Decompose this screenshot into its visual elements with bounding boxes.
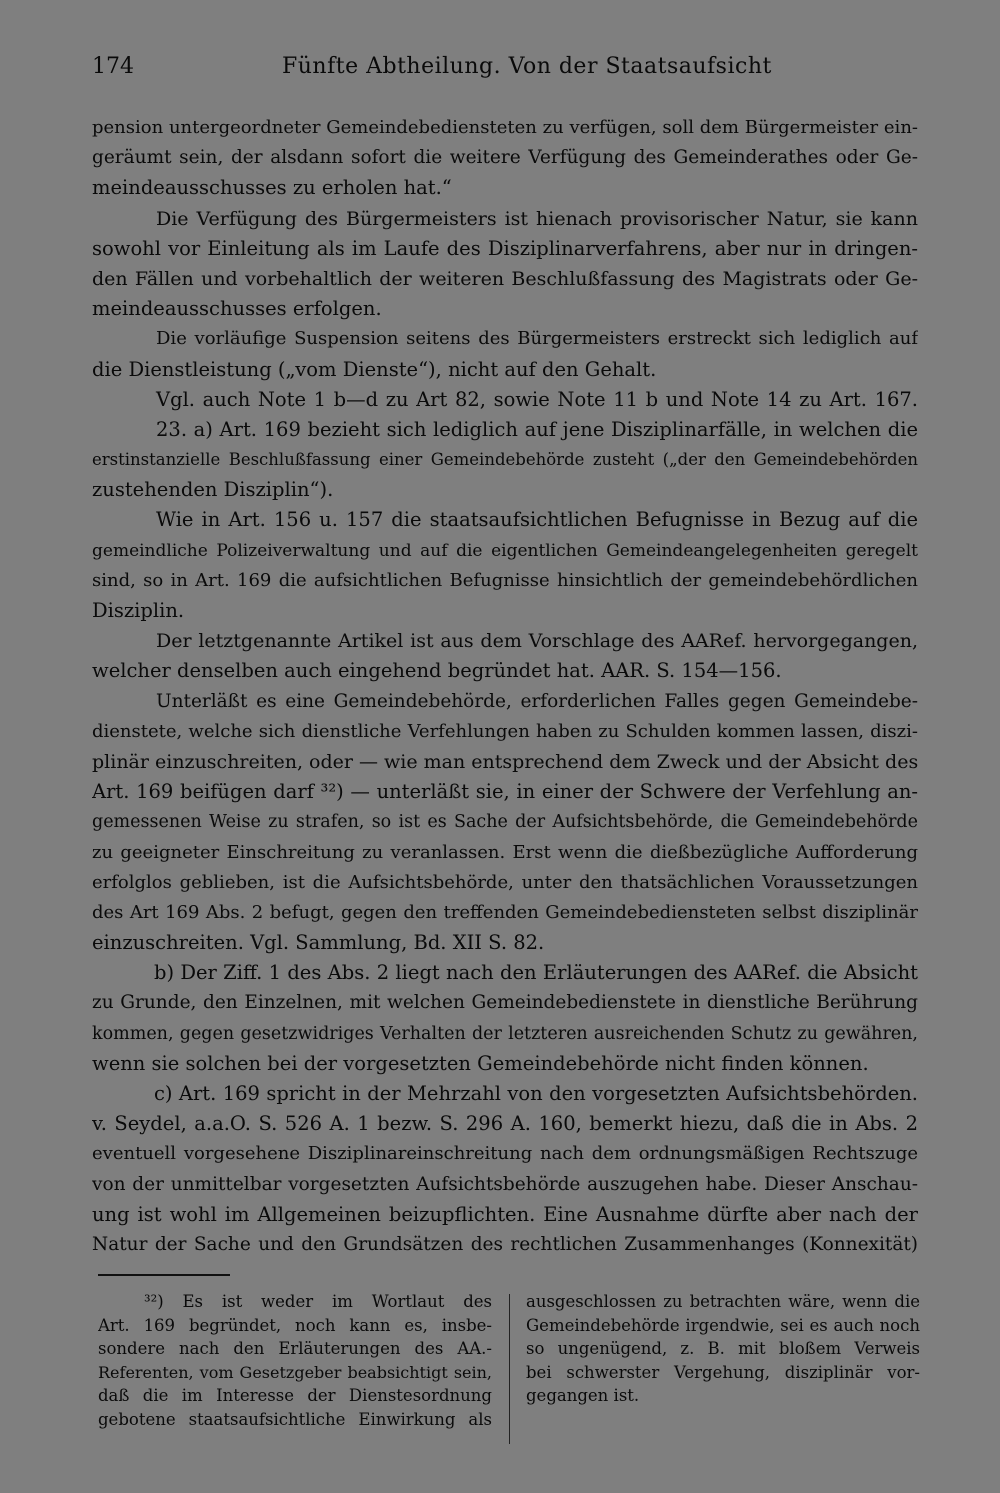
text-line: gemeindliche Polizeiverwaltung und auf die eigentlichen Gemeindeangelegenheiten geregelt bbox=[92, 540, 918, 561]
text-line: v. Seydel, a.a.O. S. 526 A. 1 bezw. S. 296 A. 160, bemerkt hiezu, daß die in Abs. 2 bbox=[92, 1112, 918, 1136]
text-line: zu geeigneter Einschreitung zu veranlassen. Erst wenn die dießbezügliche Aufforderung bbox=[92, 841, 918, 863]
text-line: Die Verfügung des Bürgermeisters ist hienach provisorischer Natur, sie kann bbox=[156, 207, 918, 230]
text-line: von der unmittelbar vorgesetzten Aufsichtsbehörde auszugehen habe. Dieser Anschau- bbox=[92, 1173, 918, 1195]
text-line: pension untergeordneter Gemeindebediensteten zu verfügen, soll dem Bürgermeister ein- bbox=[92, 117, 918, 138]
text-line: Unterläßt es eine Gemeindebehörde, erforderlichen Falles gegen Gemeindebe- bbox=[156, 690, 918, 712]
text-line: die Dienstleistung („vom Dienste“), nicht auf den Gehalt. bbox=[92, 357, 657, 381]
text-line: Wie in Art. 156 u. 157 die staatsaufsichtlichen Befugnisse in Bezug auf die bbox=[156, 508, 918, 532]
footnote-line: so ungenügend, z. B. mit bloßem Verweis bbox=[526, 1339, 920, 1359]
text-line: Disziplin. bbox=[92, 599, 185, 622]
text-line: Natur der Sache und den Grundsätzen des rechtlichen Zusammenhanges (Konnexität) bbox=[92, 1233, 918, 1255]
footnote-line: bei schwerster Vergehung, disziplinär vor- bbox=[526, 1362, 920, 1382]
text-line: zu Grunde, den Einzelnen, mit welchen Gemeindebedienstete in dienstliche Berührung bbox=[92, 992, 918, 1014]
footnote-column-left bbox=[98, 1290, 492, 1432]
footnote-line: ausgeschlossen zu betrachten wäre, wenn die bbox=[526, 1292, 920, 1311]
text-line: des Art 169 Abs. 2 befugt, gegen den treffenden Gemeindebediensteten selbst disziplinär bbox=[92, 901, 918, 923]
text-line: Die vorläufige Suspension seitens des Bürgermeisters erstreckt sich lediglich auf bbox=[156, 328, 918, 350]
text-line: Der letztgenannte Artikel ist aus dem Vorschlage des AARef. hervorgegangen, bbox=[156, 630, 918, 653]
text-line: meindeausschusses zu erholen hat.“ bbox=[92, 176, 452, 200]
running-head: Fünfte Abtheilung. Von der Staatsaufsicht bbox=[282, 54, 772, 79]
text-line: ung ist wohl im Allgemeinen beizupflichten. Eine Ausnahme dürfte aber nach der bbox=[92, 1202, 918, 1226]
footnote-line: Referenten, vom Gesetzgeber beabsichtigt sein, bbox=[98, 1362, 492, 1382]
text-line: erfolglos geblieben, ist die Aufsichtsbehörde, unter den thatsächlichen Voraussetzungen bbox=[92, 871, 918, 893]
text-line: meindeausschusses erfolgen. bbox=[92, 297, 382, 321]
text-line: sind, so in Art. 169 die aufsichtlichen Befugnisse hinsichtlich der gemeindebehördlichen bbox=[92, 569, 918, 591]
text-line: c) Art. 169 spricht in der Mehrzahl von den vorgesetzten Aufsichtsbehörden. bbox=[154, 1082, 918, 1105]
body-text bbox=[92, 113, 918, 1260]
footnote-column-right bbox=[526, 1290, 920, 1408]
text-line: sowohl vor Einleitung als im Laufe des Disziplinarverfahrens, aber nur in dringen- bbox=[92, 236, 918, 260]
text-line: eventuell vorgesehene Disziplinareinschreitung nach dem ordnungsmäßigen Rechtszuge bbox=[92, 1143, 918, 1165]
footnote-line: sondere nach den Erläuterungen des AA.- bbox=[98, 1339, 492, 1359]
text-line: b) Der Ziff. 1 des Abs. 2 liegt nach den Erläuterungen des AARef. die Absicht bbox=[154, 961, 918, 985]
text-line: dienstete, welche sich dienstliche Verfehlungen haben zu Schulden kommen lassen, diszi- bbox=[92, 720, 918, 742]
footnote-line: daß die im Interesse der Dienstesordnung bbox=[98, 1386, 492, 1406]
text-line: den Fällen und vorbehaltlich der weiteren Beschlußfassung des Magistrats oder Ge- bbox=[92, 267, 918, 290]
footnote-column-divider bbox=[509, 1294, 510, 1444]
page-number: 174 bbox=[92, 54, 134, 79]
footnote-line: gebotene staatsaufsichtliche Einwirkung als bbox=[98, 1409, 492, 1429]
text-line: plinär einzuschreiten, oder — wie man entsprechend dem Zweck und der Absicht des bbox=[92, 750, 918, 773]
text-line: einzuschreiten. Vgl. Sammlung, Bd. XII S. 82. bbox=[92, 931, 545, 955]
text-line: wenn sie solchen bei der vorgesetzten Gemeindebehörde nicht finden können. bbox=[92, 1051, 869, 1075]
text-line: Vgl. auch Note 1 b—d zu Art 82, sowie Note 11 b und Note 14 zu Art. 167. bbox=[156, 387, 918, 411]
footnote-line: gegangen ist. bbox=[526, 1386, 640, 1406]
footnote-line: Art. 169 begründet, noch kann es, insbe- bbox=[98, 1315, 492, 1335]
text-line: erstinstanzielle Beschlußfassung einer Gemeindebehörde zusteht („der den Gemeindebehörden bbox=[92, 450, 918, 470]
text-line: 23. a) Art. 169 bezieht sich lediglich auf jene Disziplinarfälle, in welchen die bbox=[156, 417, 918, 441]
footnote-line: ³²) Es ist weder im Wortlaut des bbox=[144, 1292, 492, 1311]
footnote-line: Gemeindebehörde irgendwie, sei es auch noch bbox=[526, 1315, 920, 1335]
text-line: Art. 169 beifügen darf ³²) — unterläßt sie, in einer der Schwere der Verfehlung an- bbox=[92, 780, 918, 804]
text-line: welcher denselben auch eingehend begründet hat. AAR. S. 154—156. bbox=[92, 659, 782, 683]
page-header bbox=[92, 54, 922, 88]
text-line: geräumt sein, der alsdann sofort die weitere Verfügung des Gemeinderathes oder Ge- bbox=[92, 147, 918, 169]
footnote-rule bbox=[98, 1274, 230, 1276]
text-line: gemessenen Weise zu strafen, so ist es Sache der Aufsichtsbehörde, die Gemeindebehörde bbox=[92, 812, 918, 833]
text-line: zustehenden Disziplin“). bbox=[92, 478, 334, 502]
text-line: kommen, gegen gesetzwidriges Verhalten der letzteren ausreichenden Schutz zu gewähren, bbox=[92, 1023, 918, 1044]
